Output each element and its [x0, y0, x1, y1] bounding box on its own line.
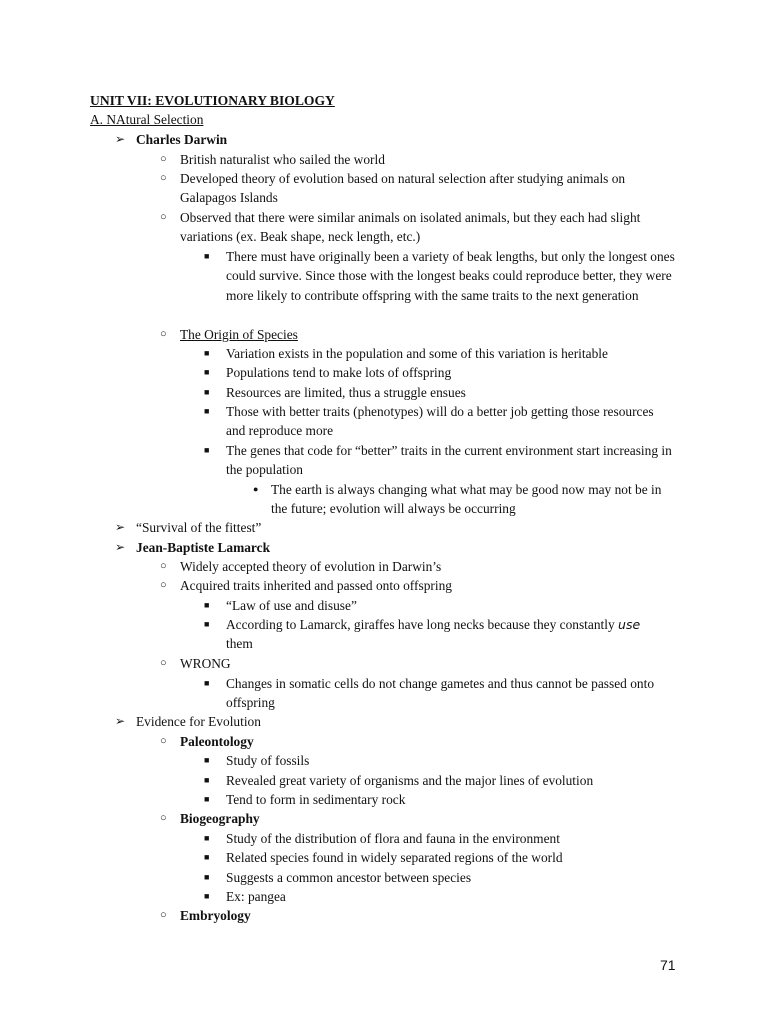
outline-item-evidence — [115, 712, 696, 731]
list-item-text: WRONG — [180, 656, 231, 671]
list-item-text: Developed theory of evolution based on natural selection after studying animals on Galapagos Islands — [180, 171, 626, 206]
list-item — [160, 557, 690, 576]
arrow-bullet-icon: ➢ — [115, 520, 126, 534]
list-item-text: Variation exists in the population and some of this variation is heritable — [226, 346, 608, 361]
outline-item-charles-darwin — [115, 130, 696, 149]
list-item-text: Tend to form in sedimentary rock — [226, 792, 406, 807]
square-bullet-icon: ■ — [204, 348, 210, 358]
square-bullet-icon: ■ — [204, 600, 210, 610]
list-item-text: The genes that code for “better” traits in the current environment start increasing in the population — [226, 443, 672, 478]
list-item-text: Populations tend to make lots of offspring — [226, 365, 452, 380]
list-item-text: Study of fossils — [226, 753, 310, 768]
list-item-text: British naturalist who sailed the world — [180, 152, 385, 167]
list-item — [204, 383, 676, 402]
list-item — [160, 906, 690, 925]
square-bullet-icon: ■ — [204, 406, 210, 416]
heading-paleontology: Paleontology — [180, 734, 254, 749]
hollow-circle-bullet-icon: ○ — [160, 657, 167, 669]
list-item-text: Changes in somatic cells do not change gametes and thus cannot be passed onto offspring — [226, 676, 655, 711]
list-item-text: “Law of use and disuse” — [226, 598, 357, 613]
list-item — [204, 247, 676, 305]
list-item-text: Observed that there were similar animals on isolated animals, but they each had slight variations (ex. Beak shape, neck length, etc.) — [180, 210, 641, 245]
hollow-circle-bullet-icon: ○ — [160, 211, 167, 223]
list-item — [160, 150, 690, 169]
hollow-circle-bullet-icon: ○ — [160, 172, 167, 184]
list-item — [160, 325, 668, 344]
list-item — [204, 674, 676, 713]
list-item — [160, 208, 668, 247]
list-item-text: Related species found in widely separated regions of the world — [226, 850, 563, 865]
heading-embryology: Embryology — [180, 908, 251, 923]
square-bullet-icon: ■ — [204, 755, 210, 765]
hollow-circle-bullet-icon: ○ — [160, 153, 167, 165]
list-item-text: Suggests a common ancestor between species — [226, 870, 472, 885]
heading-charles-darwin: Charles Darwin — [136, 132, 228, 147]
section-title: A. NAtural Selection — [90, 112, 204, 127]
list-item — [204, 887, 676, 906]
heading-biogeography: Biogeography — [180, 811, 260, 826]
square-bullet-icon: ■ — [204, 872, 210, 882]
list-item — [204, 868, 676, 887]
hollow-circle-bullet-icon: ○ — [160, 579, 167, 591]
square-bullet-icon: ■ — [204, 891, 210, 901]
list-item-text: Those with better traits (phenotypes) will do a better job getting those resources and reproduce more — [226, 404, 654, 439]
list-item — [160, 654, 690, 673]
outline-item-survival — [115, 518, 696, 537]
outline-item-lamarck — [115, 538, 696, 557]
list-item — [204, 829, 676, 848]
list-item-text: Widely accepted theory of evolution in Darwin’s — [180, 559, 442, 574]
heading-lamarck: Jean-Baptiste Lamarck — [136, 540, 271, 555]
list-item — [204, 615, 666, 654]
arrow-bullet-icon: ➢ — [115, 714, 126, 728]
list-item-text: Evidence for Evolution — [136, 714, 261, 729]
arrow-bullet-icon: ➢ — [115, 540, 126, 554]
filled-circle-bullet-icon: ● — [253, 484, 259, 494]
list-item-text: Acquired traits inherited and passed onto offspring — [180, 578, 452, 593]
list-item — [204, 596, 676, 615]
arrow-bullet-icon: ➢ — [115, 132, 126, 146]
list-item — [160, 732, 690, 751]
hollow-circle-bullet-icon: ○ — [160, 560, 167, 572]
square-bullet-icon: ■ — [204, 833, 210, 843]
square-bullet-icon: ■ — [204, 852, 210, 862]
list-item-text: Revealed great variety of organisms and the major lines of evolution — [226, 773, 594, 788]
list-item-text: The earth is always changing what what may be good now may not be in the future; evolution will always be occurring — [271, 482, 662, 517]
square-bullet-icon: ■ — [204, 251, 210, 261]
list-item — [253, 480, 681, 519]
list-item — [204, 790, 676, 809]
hollow-circle-bullet-icon: ○ — [160, 735, 167, 747]
list-item-text: Resources are limited, thus a struggle ensues — [226, 385, 466, 400]
square-bullet-icon: ■ — [204, 445, 210, 455]
square-bullet-icon: ■ — [204, 387, 210, 397]
list-item — [204, 771, 676, 790]
list-item-text: Study of the distribution of flora and fauna in the environment — [226, 831, 560, 846]
list-item-text: According to Lamarck, giraffes have long necks because they constantly use them — [226, 617, 641, 652]
list-item — [204, 344, 676, 363]
list-item-text: Ex: pangea — [226, 889, 286, 904]
hollow-circle-bullet-icon: ○ — [160, 909, 167, 921]
hollow-circle-bullet-icon: ○ — [160, 328, 167, 340]
square-bullet-icon: ■ — [204, 678, 210, 688]
square-bullet-icon: ■ — [204, 367, 210, 377]
list-item — [160, 576, 690, 595]
list-item — [204, 441, 676, 480]
list-item — [160, 809, 690, 828]
list-item-text: “Survival of the fittest” — [136, 520, 262, 535]
list-item — [160, 169, 668, 208]
square-bullet-icon: ■ — [204, 794, 210, 804]
list-item — [204, 848, 676, 867]
page-title: UNIT VII: EVOLUTIONARY BIOLOGY — [90, 93, 335, 108]
emphasis-use: use — [618, 617, 641, 632]
list-item — [204, 363, 676, 382]
square-bullet-icon: ■ — [204, 775, 210, 785]
link-origin-of-species: The Origin of Species — [180, 327, 298, 342]
list-item-text: There must have originally been a variety of beak lengths, but only the longest ones could survive. Since those with the longest beaks could reproduce better, they were more likely to contribute offspring with the same traits to the next generation — [226, 249, 675, 303]
hollow-circle-bullet-icon: ○ — [160, 812, 167, 824]
page-number: 71 — [660, 957, 676, 973]
square-bullet-icon: ■ — [204, 619, 210, 629]
list-item — [204, 402, 676, 441]
list-item — [204, 751, 676, 770]
